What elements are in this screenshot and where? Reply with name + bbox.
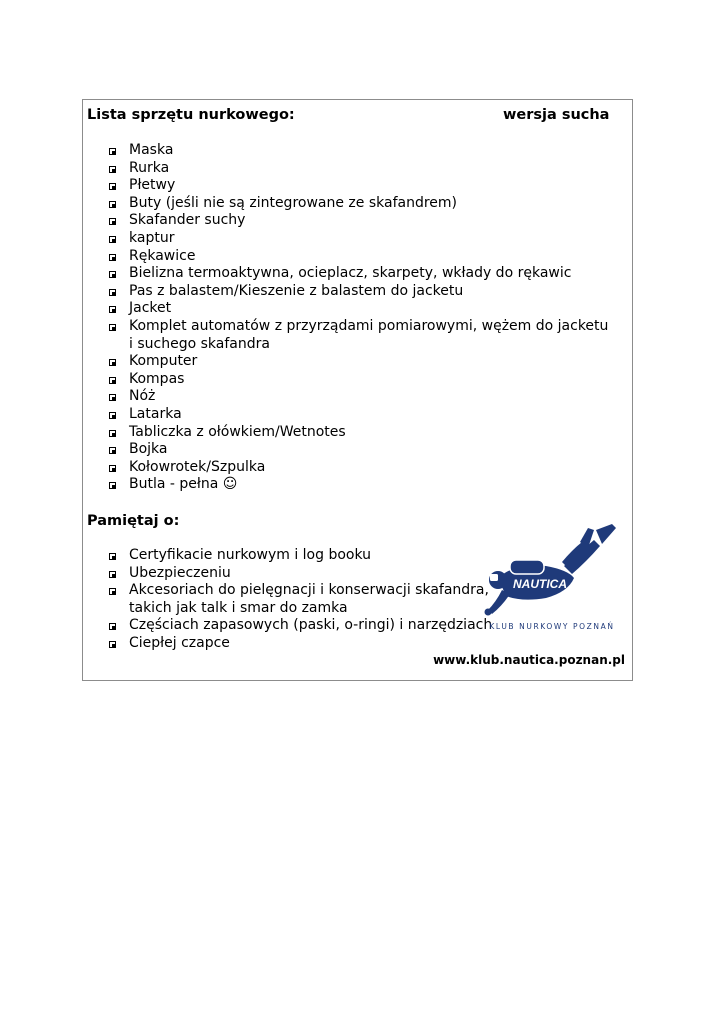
equipment-item [83,336,608,354]
remember-item-text: Certyfikacie nurkowym i log booku [129,547,372,563]
equipment-item [83,441,608,459]
checkbox-bullet-icon [109,306,116,313]
equipment-item [83,476,608,494]
equipment-item [83,353,608,371]
equipment-item [83,424,608,442]
logo-name: NAUTICA [513,577,567,591]
equipment-item [83,459,608,477]
equipment-item-text: Płetwy [129,177,176,194]
checkbox-bullet-icon [109,166,116,173]
equipment-item [83,248,608,266]
remember-item [83,617,492,635]
remember-item [83,547,492,565]
equipment-item-text: Tabliczka z ołówkiem/Wetnotes [129,423,346,440]
checkbox-bullet-icon [109,482,116,489]
equipment-item [83,300,608,318]
equipment-item-text: Bojka [129,441,168,458]
checkbox-bullet-icon [109,623,116,630]
checkbox-bullet-icon [109,324,116,331]
equipment-item [83,406,608,424]
equipment-item [83,371,608,389]
equipment-item-text: Pas z balastem/Kieszenie z balastem do jacketu [129,282,464,299]
equipment-item-text: Maska [129,142,174,158]
checkbox-bullet-icon [109,641,116,648]
equipment-item-text: Butla - pełna ☺ [129,476,238,493]
checkbox-bullet-icon [109,289,116,296]
checkbox-bullet-icon [109,271,116,278]
equipment-item [83,177,608,195]
remember-item-text: Ciepłej czapce [129,634,230,651]
equipment-item [83,318,608,336]
checkbox-bullet-icon [109,588,116,595]
checkbox-bullet-icon [109,430,116,437]
equipment-item-text: kaptur [129,229,175,246]
equipment-item-text: Nóż [129,388,156,405]
checkbox-bullet-icon [109,377,116,384]
equipment-item-text: Bielizna termoaktywna, ocieplacz, skarpety, wkłady do rękawic [129,265,572,282]
equipment-item-text: Latarka [129,405,182,422]
equipment-item-text: Kołowrotek/Szpulka [129,458,266,475]
equipment-item-text: Rurka [129,159,170,176]
equipment-item-text: Rękawice [129,247,196,264]
equipment-item-text: Buty (jeśli nie są zintegrowane ze skafandrem) [129,194,457,211]
equipment-item-text: Kompas [129,370,185,387]
checkbox-bullet-icon [109,148,116,155]
remember-item [83,565,492,583]
checkbox-bullet-icon [109,218,116,225]
equipment-item-text: i suchego skafandra [129,335,270,352]
remember-item-text: takich jak talk i smar do zamka [129,599,348,616]
checkbox-bullet-icon [109,201,116,208]
equipment-item-text: Komputer [129,353,198,370]
checkbox-bullet-icon [109,465,116,472]
equipment-item-text: Komplet automatów z przyrządami pomiarowymi, wężem do jacketu [129,317,609,334]
checkbox-bullet-icon [109,447,116,454]
remember-item-text: Częściach zapasowych (paski, o-ringi) i narzędziach [129,617,493,634]
remember-item [83,600,492,618]
checkbox-bullet-icon [109,254,116,261]
checkbox-bullet-icon [109,412,116,419]
equipment-item [83,142,608,160]
equipment-item-text: Skafander suchy [129,212,246,229]
remember-heading: Pamiętaj o: [87,513,180,529]
equipment-item-text: Jacket [129,300,172,317]
remember-list [83,547,492,653]
equipment-item [83,388,608,406]
checklist-version: wersja sucha [503,107,610,123]
checkbox-bullet-icon [109,394,116,401]
checkbox-bullet-icon [109,183,116,190]
checkbox-bullet-icon [109,236,116,243]
logo-caption: KLUB NURKOWY POZNAŃ [489,622,615,631]
equipment-list [83,142,608,494]
remember-item-text: Akcesoriach do pielęgnacji i konserwacji skafandra, [129,582,489,599]
equipment-item [83,265,608,283]
checkbox-bullet-icon [109,553,116,560]
nautica-logo [476,522,628,636]
equipment-item [83,283,608,301]
diver-logo-icon [476,522,628,622]
checkbox-bullet-icon [109,359,116,366]
equipment-checklist-box [82,99,633,681]
checklist-title: Lista sprzętu nurkowego: [87,107,295,123]
remember-item [83,582,492,600]
remember-item [83,635,492,653]
equipment-item [83,230,608,248]
club-website-url: www.klub.nautica.poznan.pl [433,653,625,667]
equipment-item [83,195,608,213]
equipment-item [83,212,608,230]
checkbox-bullet-icon [109,571,116,578]
remember-item-text: Ubezpieczeniu [129,564,231,581]
equipment-item [83,160,608,178]
